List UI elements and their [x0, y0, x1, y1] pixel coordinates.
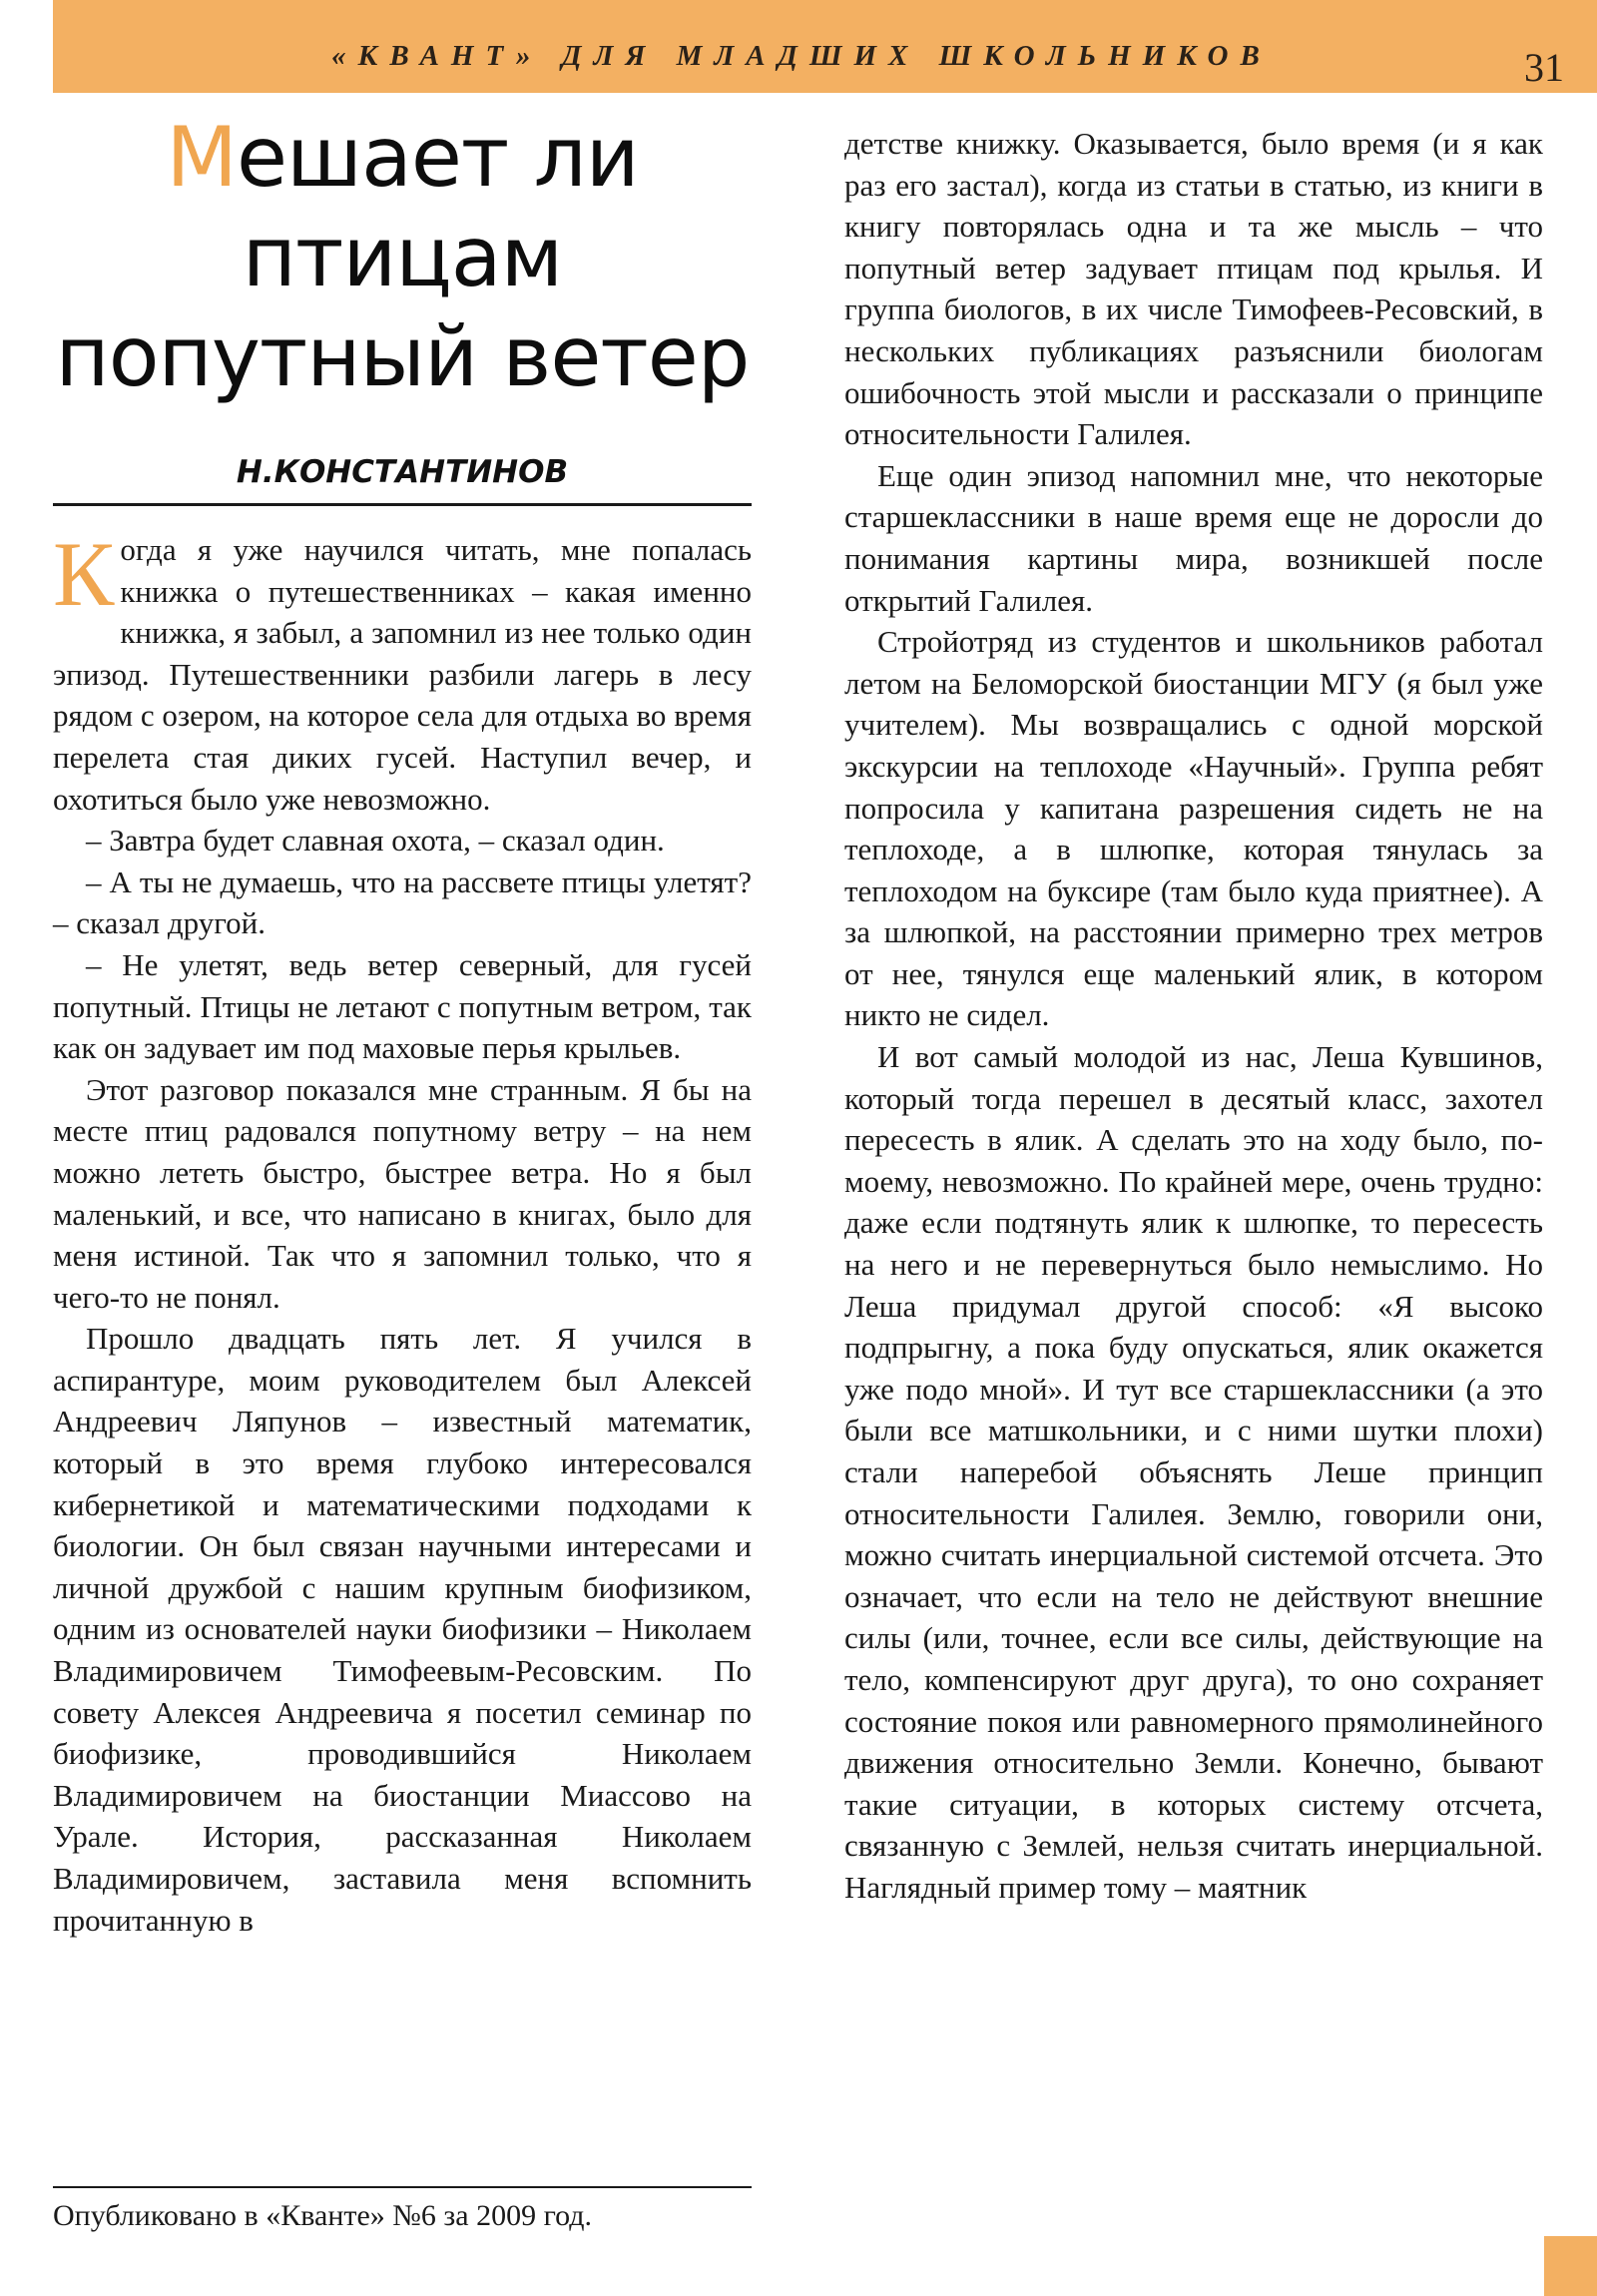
author-name: Н.КОНСТАНТИНОВ	[236, 454, 569, 490]
title-line-2: птицам	[242, 209, 563, 305]
paragraph: детстве книжку. Оказывается, было время (и я как раз его застал), когда из статьи в статью, из книги в книгу повторялась одна и та же мысль – что попутный ветер задувает птицам под крылья. И группа биологов, в их числе Тимофеев-Ресовский, в нескольких публикациях разъяснили биологам ошибочность этой мысли и рассказали о принципе относительности Галилея.	[844, 126, 1543, 452]
paragraph: Этот разговор показался мне странным. Я бы на месте птиц радовался попутному ветру – на нем можно лететь быстро, быстрее ветра. Но я был маленький, и все, что написано в книгах, было для меня истиной. Так что я запомнил только, что я чего-то не понял.	[53, 1071, 752, 1315]
paragraph: – Завтра будет славная охота, – сказал один.	[86, 823, 665, 859]
paragraph-text: огда я уже научился читать, мне попалась книжка о путешественниках – какая именно книжка, я забыл, а запомнил из нее только один эпизод. Путешественники разбили лагерь в лесу рядом с озером, на которое села для отдыха во время перелета стая диких гусей. Наступил вечер, и охотиться было уже невозможно.	[53, 532, 752, 817]
paragraph: И вот самый молодой из нас, Леша Кувшинов, который тогда перешел в десятый класс, захотел пересесть в ялик. А сделать это на ходу было, по-моему, невозможно. По крайней мере, очень трудно: даже если подтянуть ялик к шлюпке, то пересесть на него и не перевернуться было немыслимо. Но Леша придумал другой способ: «Я высоко подпрыгну, а пока буду опускаться, ялик окажется уже подо мной». И тут все старшеклассники (а это были все матшкольники, и с ними шутки плохи) стали наперебой объяснять Леше принцип относительности Галилея. Землю, говорили они, можно считать инерциальной системой отсчета. Это означает, что если на тело не действуют внешние силы (или, точнее, если все силы, действующие на тело, компенсируют друг друга), то оно сохраняет состояние покоя или равномерного прямолинейного движения относительно Земли. Конечно, бывают такие ситуации, в которых систему отсчета, связанную с Землей, нельзя считать инерциальной. Наглядный пример тому – маятник	[844, 1039, 1543, 1905]
paragraph	[53, 523, 752, 820]
text-column-left	[53, 523, 752, 1941]
paragraph: Стройотряд из студентов и школьников работал летом на Беломорской биостанции МГУ (я был уже учителем). Мы возвращались с одной морской экскурсии на теплоходе «Научный». Группа ребят попросила у капитана разрешения сидеть не на теплоходе, а в шлюпке, которая тянулась за теплоходом на буксире (там было куда приятнее). А за шлюпкой, на расстоянии примерно трех метров от нее, тянулся еще маленький ялик, в котором никто не сидел.	[844, 624, 1543, 1033]
paragraph: – А ты не думаешь, что на рассвете птицы улетят? – сказал другой.	[53, 863, 752, 941]
drop-cap: К	[53, 523, 115, 625]
publication-footnote: Опубликовано в «Кванте» №6 за 2009 год.	[53, 2199, 593, 2232]
paragraph: Еще один эпизод напомнил мне, что некоторые старшеклассники в наше время еще не доросли до понимания картины мира, возникшей после открытий Галилея.	[844, 457, 1543, 618]
text-column-right	[844, 123, 1543, 1909]
title-line-1	[53, 108, 752, 208]
page-number: 31	[1524, 45, 1564, 90]
paragraph: – Не улетят, ведь ветер северный, для гусей попутный. Птицы не летают с попутным ветром, так как он задувает им под маховые перья крыльев.	[53, 946, 752, 1066]
title-line-3: попутный ветер	[55, 308, 750, 405]
page-header-band	[53, 0, 1597, 93]
article-title	[53, 108, 752, 407]
section-title: «КВАНТ» ДЛЯ МЛАДШИХ ШКОЛЬНИКОВ	[331, 40, 1272, 72]
title-divider	[53, 503, 752, 506]
title-line-1-rest: ешает ли	[236, 109, 639, 206]
corner-accent	[1544, 2236, 1597, 2296]
title-first-letter: М	[166, 109, 237, 206]
paragraph: Прошло двадцать пять лет. Я учился в аспирантуре, моим руководителем был Алексей Андреевич Ляпунов – известный математик, который в это время глубоко интересовался кибернетикой и математическими подходами к биологии. Он был связан научными интересами и личной дружбой с нашим крупным биофизиком, одним из основателей науки биофизики – Николаем Владимировичем Тимофеевым-Ресовским. По совету Алексея Андреевича я посетил семинар по биофизике, проводившийся Николаем Владимировичем на биостанции Миассово на Урале. История, рассказанная Николаем Владимировичем, заставила меня вспомнить прочитанную в	[53, 1321, 752, 1938]
footnote-divider	[53, 2186, 752, 2188]
